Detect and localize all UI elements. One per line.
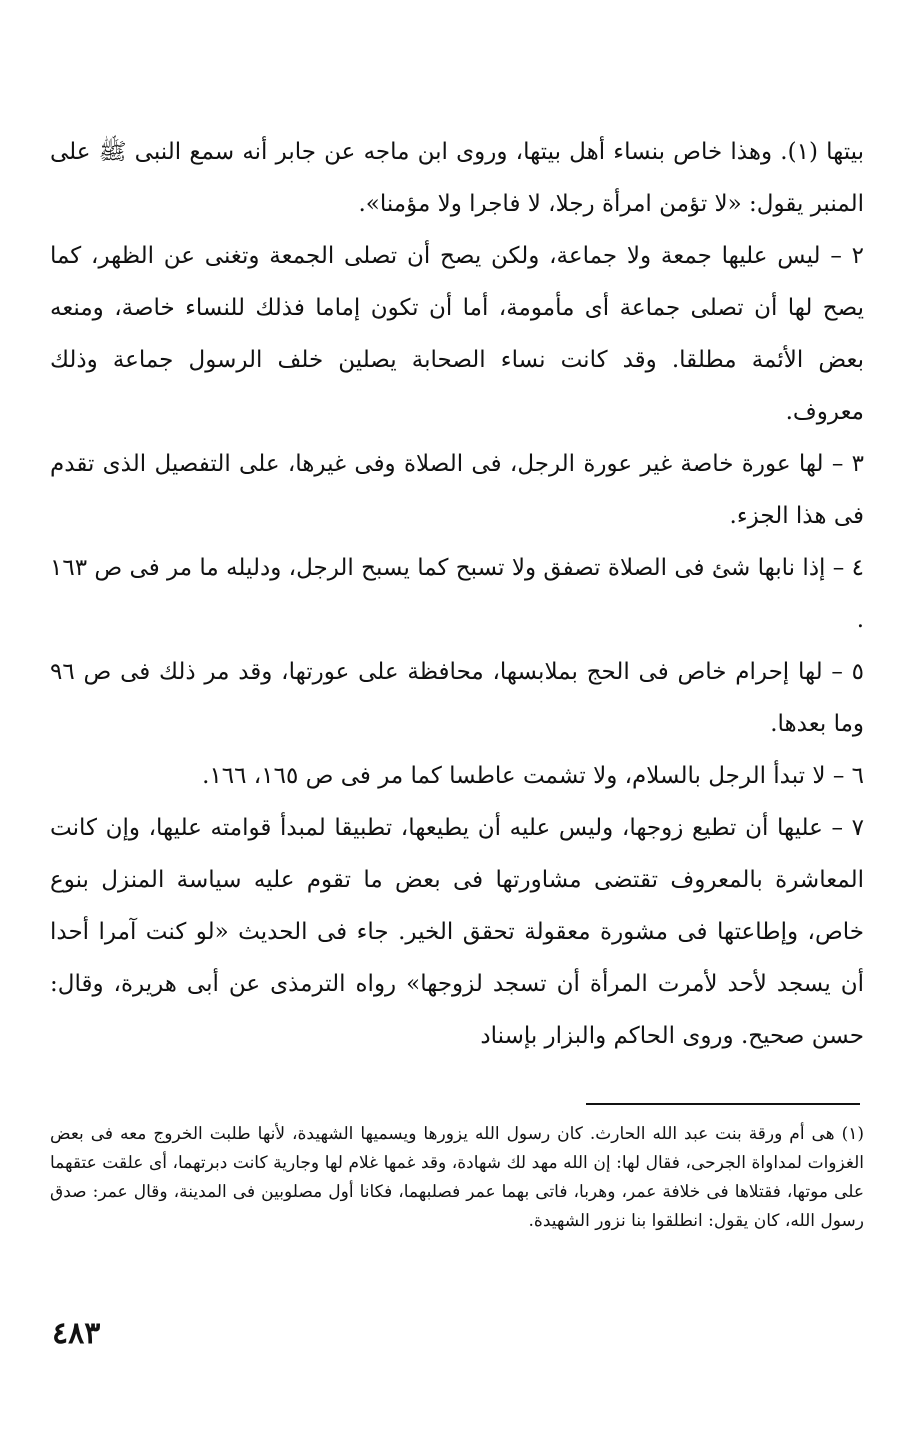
footnotes: [50, 1120, 864, 1236]
paragraph-2: ٢ – ليس عليها جمعة ولا جماعة، ولكن يصح أن تصلى الجمعة وتغنى عن الظهر، كما يصح لها أن تصلى جماعة أى مأمومة، أما أن تكون إماما فذلك للنساء خاصة، ومنعه بعض الأئمة مطلقا. وقد كانت نساء الصحابة يصلين خلف الرسول جماعة وذلك معروف.: [50, 243, 864, 425]
footnote-divider: [586, 1103, 860, 1105]
paragraph-1: بيتها (١). وهذا خاص بنساء أهل بيتها، وروى ابن ماجه عن جابر أنه سمع النبى ﷺ على المنبر يقول: «لا تؤمن امرأة رجلا، لا فاجرا ولا مؤمنا».: [50, 139, 864, 217]
page-number: ٤٨٣: [52, 1316, 101, 1351]
paragraph-5: ٥ – لها إحرام خاص فى الحج بملابسها، محافظة على عورتها، وقد مر ذلك فى ص ٩٦ وما بعدها.: [50, 659, 864, 737]
paragraph-6: ٦ – لا تبدأ الرجل بالسلام، ولا تشمت عاطسا كما مر فى ص ١٦٥، ١٦٦.: [202, 763, 864, 789]
main-text: [50, 126, 864, 1062]
paragraph-4: ٤ – إذا نابها شئ فى الصلاة تصفق ولا تسبح كما يسبح الرجل، ودليله ما مر فى ص ١٦٣ .: [50, 555, 864, 633]
paragraph-7: ٧ – عليها أن تطيع زوجها، وليس عليه أن يطيعها، تطبيقا لمبدأ قوامته عليها، وإن كانت المعاشرة بالمعروف تقتضى مشاورتها فى بعض ما تقوم عليه سياسة المنزل بنوع خاص، وإطاعتها فى مشورة معقولة تحقق الخير. جاء فى الحديث «لو كنت آمرا أحدا أن يسجد لأحد لأمرت المرأة أن تسجد لزوجها» رواه الترمذى عن أبى هريرة، وقال: حسن صحيح. وروى الحاكم والبزار بإسناد: [50, 815, 865, 1049]
paragraph-3: ٣ – لها عورة خاصة غير عورة الرجل، فى الصلاة وفى غيرها، على التفصيل الذى تقدم فى هذا الجزء.: [50, 451, 864, 529]
footnote-1: (١) هى أم ورقة بنت عبد الله الحارث. كان رسول الله يزورها ويسميها الشهيدة، لأنها طلبت الخروج معه فى بعض الغزوات لمداواة الجرحى، فقال لها: إن الله مهد لك شهادة، وقد غمها غلام لها وجارية كانت دبرتهما، أى علقت عتقهما على موتها، فقتلاها فى خلافة عمر، وهربا، فاتى بهما عمر فصلبهما، فكانا أول مصلوبين فى المدينة، وقال عمر: صدق رسول الله، كان يقول: انطلقوا بنا نزور الشهيدة.: [50, 1124, 864, 1231]
